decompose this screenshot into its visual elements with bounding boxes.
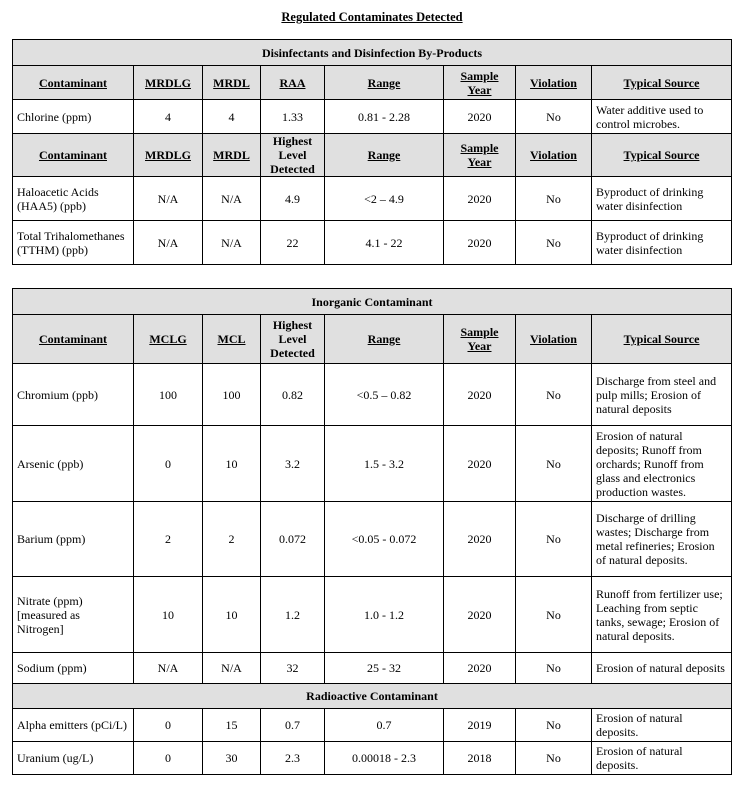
cell-contaminant: Haloacetic Acids (HAA5) (ppb): [13, 177, 134, 221]
column-header-goal: MRDLG: [134, 134, 203, 177]
cell-limit: N/A: [203, 177, 261, 221]
cell-range: 1.5 - 3.2: [325, 426, 444, 502]
column-header-violation: Violation: [516, 66, 592, 100]
disinfectants-table: [12, 39, 732, 265]
cell-contaminant: Alpha emitters (pCi/L): [13, 709, 134, 742]
cell-range: <0.05 - 0.072: [325, 502, 444, 577]
column-header-range: Range: [325, 315, 444, 364]
column-header-typical-source: Typical Source: [592, 315, 732, 364]
column-header-row: [13, 66, 732, 100]
column-header-level: Highest Level Detected: [261, 315, 325, 364]
cell-limit: 10: [203, 577, 261, 653]
column-header-violation: Violation: [516, 134, 592, 177]
cell-goal: 4: [134, 100, 203, 134]
cell-violation: No: [516, 221, 592, 265]
column-header-goal: MCLG: [134, 315, 203, 364]
cell-sample-year: 2020: [444, 426, 516, 502]
cell-sample-year: 2020: [444, 653, 516, 684]
cell-typical-source: Erosion of natural deposits.: [592, 742, 732, 775]
cell-goal: 2: [134, 502, 203, 577]
section-title: Disinfectants and Disinfection By-Products: [13, 40, 732, 66]
cell-range: 25 - 32: [325, 653, 444, 684]
cell-limit: 15: [203, 709, 261, 742]
column-header-contaminant: Contaminant: [13, 315, 134, 364]
cell-limit: 4: [203, 100, 261, 134]
column-header-violation: Violation: [516, 315, 592, 364]
cell-violation: No: [516, 577, 592, 653]
table-row: [13, 502, 732, 577]
section-title: Inorganic Contaminant: [13, 289, 732, 315]
cell-limit: 30: [203, 742, 261, 775]
cell-contaminant: Arsenic (ppb): [13, 426, 134, 502]
cell-level: 1.33: [261, 100, 325, 134]
cell-level: 22: [261, 221, 325, 265]
table-row: [13, 177, 732, 221]
cell-level: 32: [261, 653, 325, 684]
column-header-sample-year: Sample Year: [444, 134, 516, 177]
cell-sample-year: 2020: [444, 177, 516, 221]
cell-contaminant: Nitrate (ppm) [measured as Nitrogen]: [13, 577, 134, 653]
cell-goal: N/A: [134, 221, 203, 265]
cell-level: 1.2: [261, 577, 325, 653]
inorganic-radioactive-table: [12, 288, 732, 775]
column-header-limit: MRDL: [203, 66, 261, 100]
cell-limit: N/A: [203, 221, 261, 265]
cell-typical-source: Erosion of natural deposits: [592, 653, 732, 684]
cell-range: 4.1 - 22: [325, 221, 444, 265]
cell-typical-source: Byproduct of drinking water disinfection: [592, 177, 732, 221]
cell-typical-source: Discharge of drilling wastes; Discharge from metal refineries; Erosion of natural deposits.: [592, 502, 732, 577]
section-title: Radioactive Contaminant: [13, 684, 732, 709]
cell-typical-source: Erosion of natural deposits; Runoff from orchards; Runoff from glass and electronics production wastes.: [592, 426, 732, 502]
table-row: [13, 426, 732, 502]
cell-sample-year: 2020: [444, 364, 516, 426]
cell-level: 0.072: [261, 502, 325, 577]
cell-limit: 10: [203, 426, 261, 502]
cell-contaminant: Sodium (ppm): [13, 653, 134, 684]
cell-sample-year: 2020: [444, 502, 516, 577]
cell-violation: No: [516, 426, 592, 502]
column-header-sample-year: Sample Year: [444, 315, 516, 364]
table-row: [13, 742, 732, 775]
cell-violation: No: [516, 502, 592, 577]
cell-range: <2 – 4.9: [325, 177, 444, 221]
cell-contaminant: Chlorine (ppm): [13, 100, 134, 134]
table-row: [13, 221, 732, 265]
column-header-range: Range: [325, 66, 444, 100]
cell-range: <0.5 – 0.82: [325, 364, 444, 426]
cell-violation: No: [516, 100, 592, 134]
document-title: Regulated Contaminates Detected: [281, 10, 463, 24]
cell-typical-source: Discharge from steel and pulp mills; Erosion of natural deposits: [592, 364, 732, 426]
cell-goal: N/A: [134, 653, 203, 684]
cell-sample-year: 2020: [444, 577, 516, 653]
cell-contaminant: Total Trihalomethanes (TTHM) (ppb): [13, 221, 134, 265]
cell-range: 0.81 - 2.28: [325, 100, 444, 134]
cell-typical-source: Erosion of natural deposits.: [592, 709, 732, 742]
column-header-level: Highest Level Detected: [261, 134, 325, 177]
cell-typical-source: Runoff from fertilizer use; Leaching from septic tanks, sewage; Erosion of natural deposits.: [592, 577, 732, 653]
section-header-row: [13, 289, 732, 315]
column-header-row: [13, 315, 732, 364]
cell-sample-year: 2020: [444, 221, 516, 265]
cell-range: 0.00018 - 2.3: [325, 742, 444, 775]
column-header-level: RAA: [261, 66, 325, 100]
table-row: [13, 709, 732, 742]
table-row: [13, 100, 732, 134]
cell-goal: 0: [134, 426, 203, 502]
cell-sample-year: 2020: [444, 100, 516, 134]
column-header-row: [13, 134, 732, 177]
column-header-sample-year: Sample Year: [444, 66, 516, 100]
cell-level: 0.82: [261, 364, 325, 426]
cell-violation: No: [516, 653, 592, 684]
cell-goal: N/A: [134, 177, 203, 221]
cell-limit: 2: [203, 502, 261, 577]
cell-level: 3.2: [261, 426, 325, 502]
column-header-contaminant: Contaminant: [13, 66, 134, 100]
cell-typical-source: Water additive used to control microbes.: [592, 100, 732, 134]
section-header-row: [13, 40, 732, 66]
table-row: [13, 364, 732, 426]
cell-typical-source: Byproduct of drinking water disinfection: [592, 221, 732, 265]
cell-violation: No: [516, 177, 592, 221]
table-row: [13, 653, 732, 684]
column-header-goal: MRDLG: [134, 66, 203, 100]
cell-goal: 100: [134, 364, 203, 426]
cell-level: 0.7: [261, 709, 325, 742]
cell-contaminant: Uranium (ug/L): [13, 742, 134, 775]
cell-goal: 0: [134, 742, 203, 775]
cell-range: 1.0 - 1.2: [325, 577, 444, 653]
cell-violation: No: [516, 742, 592, 775]
column-header-contaminant: Contaminant: [13, 134, 134, 177]
cell-violation: No: [516, 364, 592, 426]
cell-range: 0.7: [325, 709, 444, 742]
cell-contaminant: Barium (ppm): [13, 502, 134, 577]
column-header-range: Range: [325, 134, 444, 177]
column-header-limit: MRDL: [203, 134, 261, 177]
column-header-typical-source: Typical Source: [592, 66, 732, 100]
cell-sample-year: 2018: [444, 742, 516, 775]
cell-violation: No: [516, 709, 592, 742]
cell-level: 2.3: [261, 742, 325, 775]
cell-goal: 10: [134, 577, 203, 653]
table-row: [13, 577, 732, 653]
section-header-row: [13, 684, 732, 709]
column-header-typical-source: Typical Source: [592, 134, 732, 177]
cell-goal: 0: [134, 709, 203, 742]
cell-limit: 100: [203, 364, 261, 426]
cell-level: 4.9: [261, 177, 325, 221]
cell-limit: N/A: [203, 653, 261, 684]
column-header-limit: MCL: [203, 315, 261, 364]
cell-contaminant: Chromium (ppb): [13, 364, 134, 426]
cell-sample-year: 2019: [444, 709, 516, 742]
